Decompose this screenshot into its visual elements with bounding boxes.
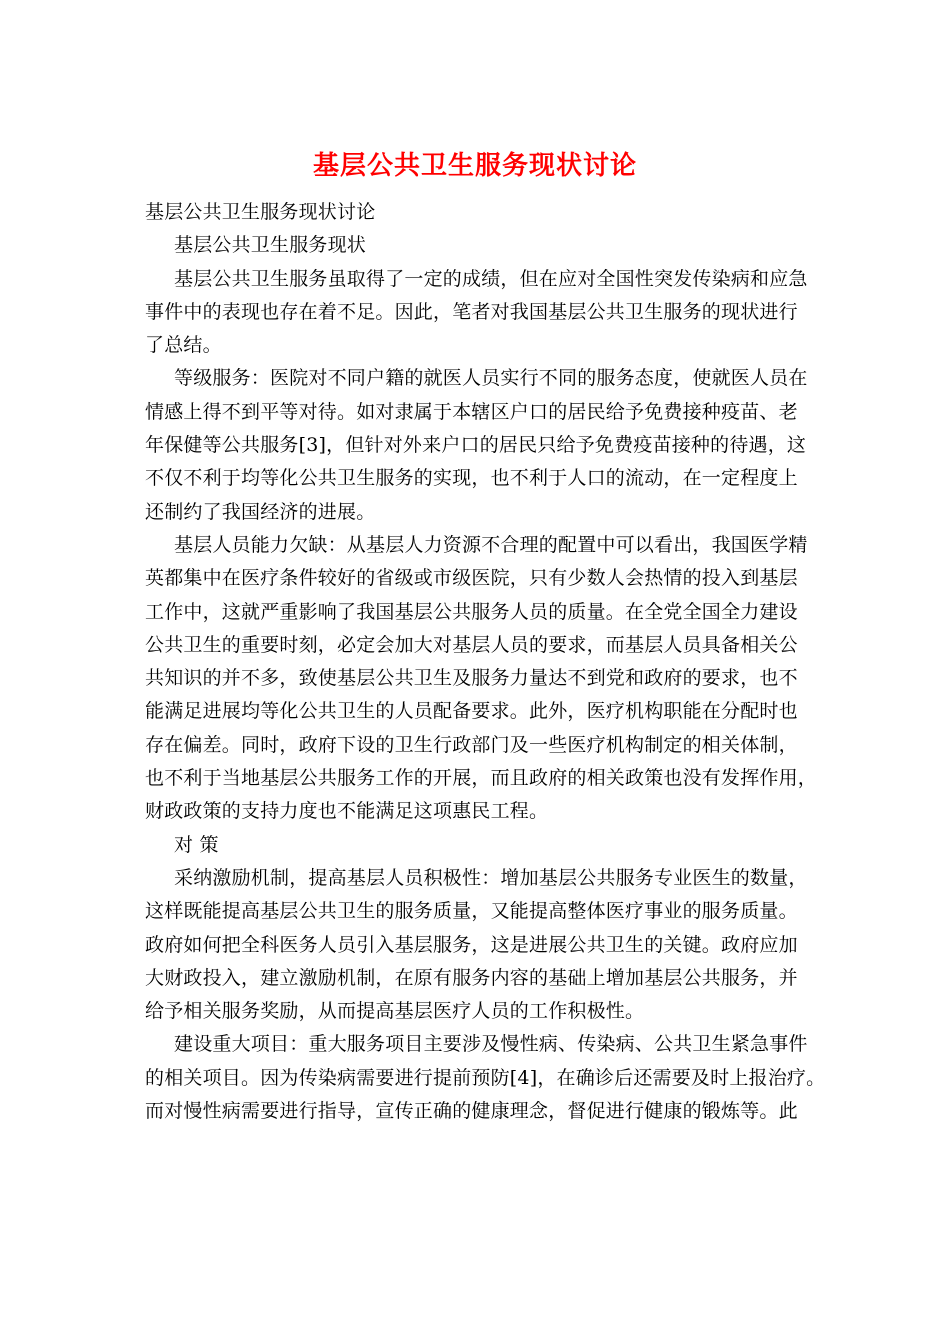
text-line: 等级服务：医院对不同户籍的就医人员实行不同的服务态度，使就医人员在 [174,367,808,390]
text-line: 年保健等公共服务[3]，但针对外来户口的居民只给予免费疫苗接种的待遇，这 [145,434,807,457]
text-line: 给予相关服务奖励，从而提高基层医疗人员的工作积极性。 [145,1000,645,1023]
text-line: 大财政投入，建立激励机制，在原有服务内容的基础上增加基层公共服务，并 [145,966,798,989]
text-line: 基层公共卫生服务现状讨论 [145,201,376,223]
text-line: 财政政策的支持力度也不能满足这项惠民工程。 [145,800,549,823]
text-line: 建设重大项目：重大服务项目主要涉及慢性病、传染病、公共卫生紧急事件 [174,1033,808,1056]
text-line: 英都集中在医疗条件较好的省级或市级医院，只有少数人会热情的投入到基层 [145,567,798,590]
text-line: 共知识的并不多，致使基层公共卫生及服务力量达不到党和政府的要求，也不 [145,667,798,690]
text-line: 对 策 [174,833,219,856]
text-line: 还制约了我国经济的进展。 [145,500,376,523]
text-line: 而对慢性病需要进行指导，宣传正确的健康理念，督促进行健康的锻炼等。此 [145,1100,798,1123]
text-line: 也不利于当地基层公共服务工作的开展，而且政府的相关政策也没有发挥作用， [145,767,818,790]
text-line: 的相关项目。因为传染病需要进行提前预防[4]，在确诊后还需要及时上报治疗。 [145,1066,826,1089]
text-line: 基层公共卫生服务现状 [174,234,367,257]
text-line: 事件中的表现也存在着不足。因此，笔者对我国基层公共卫生服务的现状进行 [145,300,798,323]
document-title: 基层公共卫生服务现状讨论 [312,151,637,181]
text-line: 公共卫生的重要时刻，必定会加大对基层人员的要求，而基层人员具备相关公 [145,633,798,656]
document-body [145,196,826,1128]
text-line: 工作中，这就严重影响了我国基层公共服务人员的质量。在全党全国全力建设 [145,600,798,623]
text-line: 能满足进展均等化公共卫生的人员配备要求。此外，医疗机构职能在分配时也 [145,700,798,723]
text-line: 情感上得不到平等对待。如对隶属于本辖区户口的居民给予免费接种疫苗、老 [145,400,798,423]
text-line: 存在偏差。同时，政府下设的卫生行政部门及一些医疗机构制定的相关体制， [145,733,798,756]
text-line: 这样既能提高基层公共卫生的服务质量，又能提高整体医疗事业的服务质量。 [145,900,798,923]
text-line: 基层公共卫生服务虽取得了一定的成绩，但在应对全国性突发传染病和应急 [174,267,808,290]
text-line: 基层人员能力欠缺：从基层人力资源不合理的配置中可以看出，我国医学精 [174,533,808,556]
text-line: 不仅不利于均等化公共卫生服务的实现，也不利于人口的流动，在一定程度上 [145,467,798,490]
text-line: 政府如何把全科医务人员引入基层服务，这是进展公共卫生的关键。政府应加 [145,933,798,956]
text-line: 采纳激励机制，提高基层人员积极性：增加基层公共服务专业医生的数量， [174,866,808,889]
text-line: 了总结。 [145,334,222,357]
